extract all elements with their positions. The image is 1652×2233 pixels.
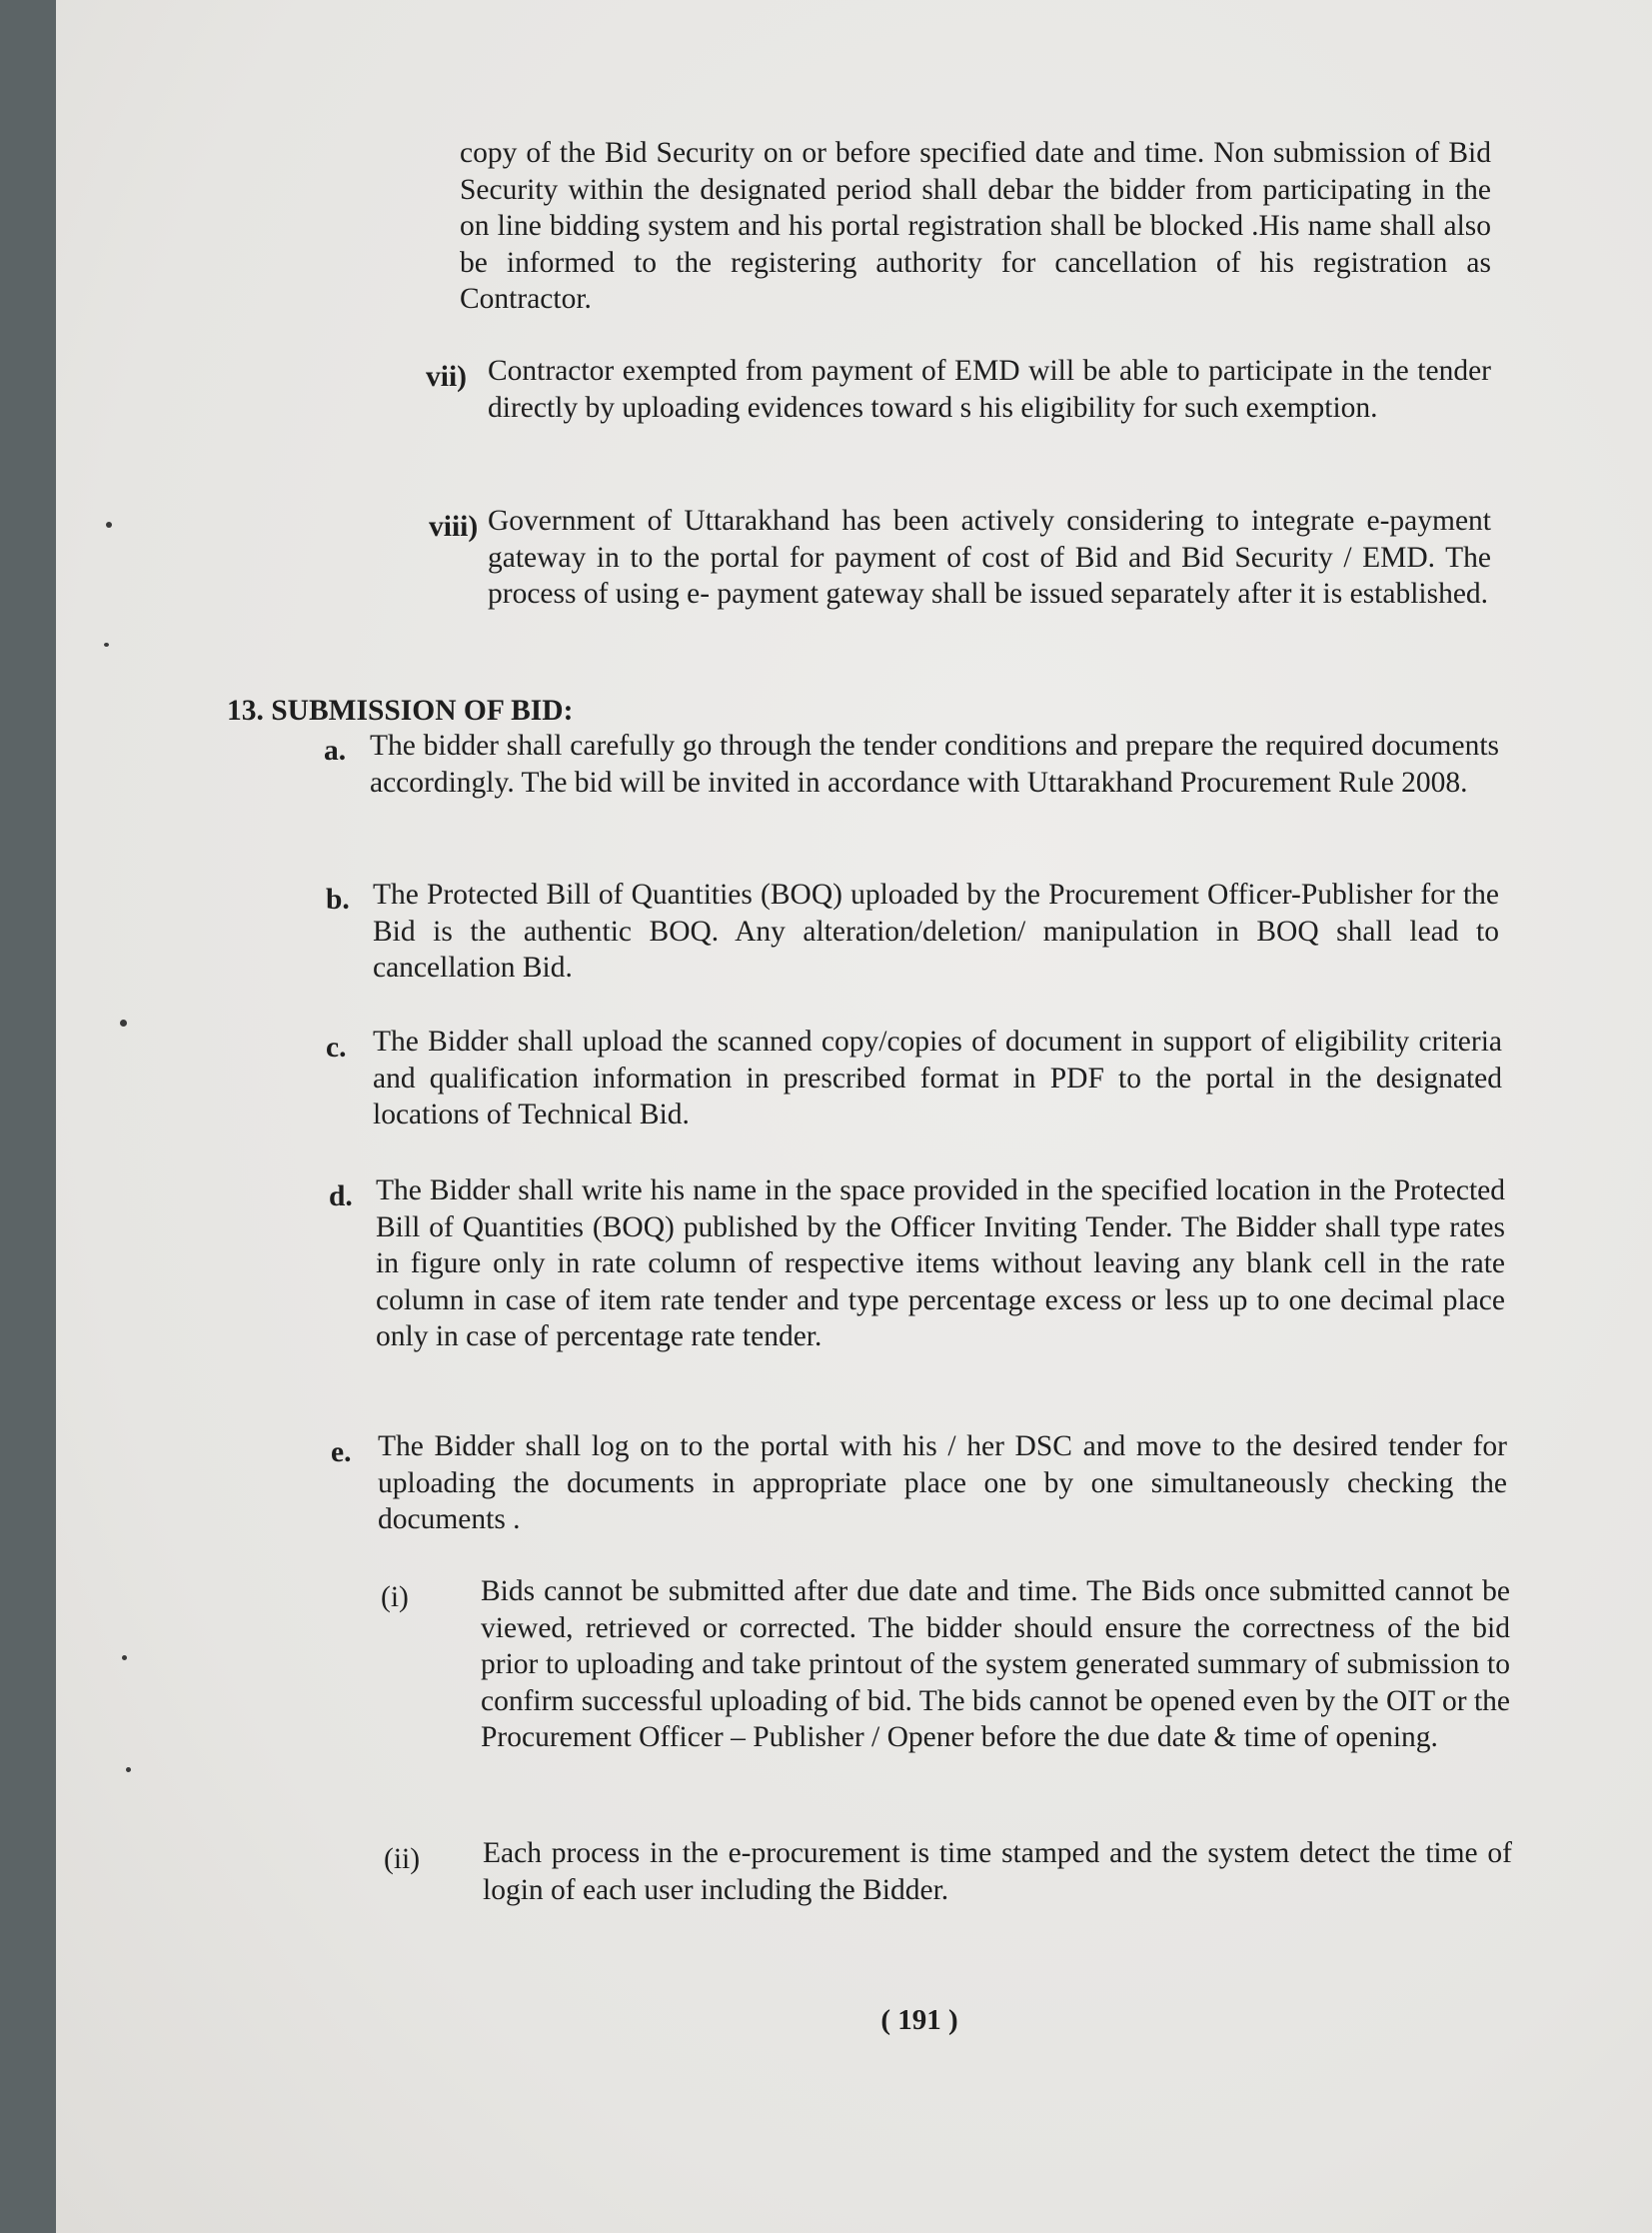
scan-speck <box>122 1655 127 1660</box>
document-page <box>56 0 1652 2233</box>
scan-speck <box>106 522 112 528</box>
item-text-viii: Government of Uttarakhand has been actively considering to integrate e-payment gateway in to the portal for payment of cost of Bid and Bid Security / EMD. The process of using e- payment gateway shall be issued separately after it is established. <box>488 505 1491 611</box>
item-text-vii: Contractor exempted from payment of EMD will be able to participate in the tender directly by uploading evidences toward s his eligibility for such exemption. <box>488 355 1491 424</box>
item-text-d: The Bidder shall write his name in the space provided in the specified location in the Protected Bill of Quantities (BOQ) published by the Officer Inviting Tender. The Bidder shall type rates in figure only in rate column of respective items without leaving any blank cell in the rate column in case of item rate tender and type percentage excess or less up to one decimal place only in case of percentage rate tender. <box>376 1174 1505 1353</box>
item-text-a: The bidder shall carefully go through the tender conditions and prepare the required documents accordingly. The bid will be invited in accordance with Uttarakhand Procurement Rule 2008. <box>370 730 1499 799</box>
scan-speck <box>120 1020 127 1027</box>
item-label-a: a. <box>324 735 347 767</box>
item-text-b: The Protected Bill of Quantities (BOQ) uploaded by the Procurement Officer-Publisher for the Bid is the authentic BOQ. Any alteration/deletion/ manipulation in BOQ shall lead to cancellation Bid. <box>373 879 1499 985</box>
item-label-c: c. <box>326 1032 347 1064</box>
page-number: ( 191 ) <box>880 2004 958 2036</box>
item-label-vii: vii) <box>426 361 467 393</box>
section-heading-submission-of-bid: 13. SUBMISSION OF BID: <box>227 695 574 727</box>
item-label-viii: viii) <box>429 511 479 543</box>
item-text-c: The Bidder shall upload the scanned copy/copies of document in support of eligibility criteria and qualification information in prescribed format in PDF to the portal in the designated locations of Technical Bid. <box>373 1026 1502 1131</box>
paragraph-bid-security-continuation: copy of the Bid Security on or before specified date and time. Non submission of Bid Security within the designated period shall debar the bidder from participating in the on line bidding system and his portal registration shall be blocked .His name shall also be informed to the registering authority for cancellation of his registration as Contractor. <box>460 137 1491 316</box>
scan-speck <box>126 1767 131 1772</box>
subitem-label-i: (i) <box>381 1581 409 1613</box>
scan-speck <box>104 643 109 647</box>
item-label-d: d. <box>329 1180 353 1212</box>
item-label-b: b. <box>326 884 350 916</box>
subitem-text-i: Bids cannot be submitted after due date and time. The Bids once submitted cannot be viewed, retrieved or corrected. The bidder should ensure the correctness of the bid prior to uploading and take printout of the system generated summary of submission to confirm successful uploading of bid. The bids cannot be opened even by the OIT or the Procurement Officer – Publisher / Opener before the due date & time of opening. <box>481 1575 1510 1754</box>
subitem-label-ii: (ii) <box>384 1843 421 1875</box>
item-text-e: The Bidder shall log on to the portal with his / her DSC and move to the desired tender for uploading the documents in appropriate place one by one simultaneously checking the documents . <box>378 1430 1507 1536</box>
item-label-e: e. <box>331 1436 352 1468</box>
subitem-text-ii: Each process in the e-procurement is time stamped and the system detect the time of login of each user including the Bidder. <box>483 1837 1512 1906</box>
